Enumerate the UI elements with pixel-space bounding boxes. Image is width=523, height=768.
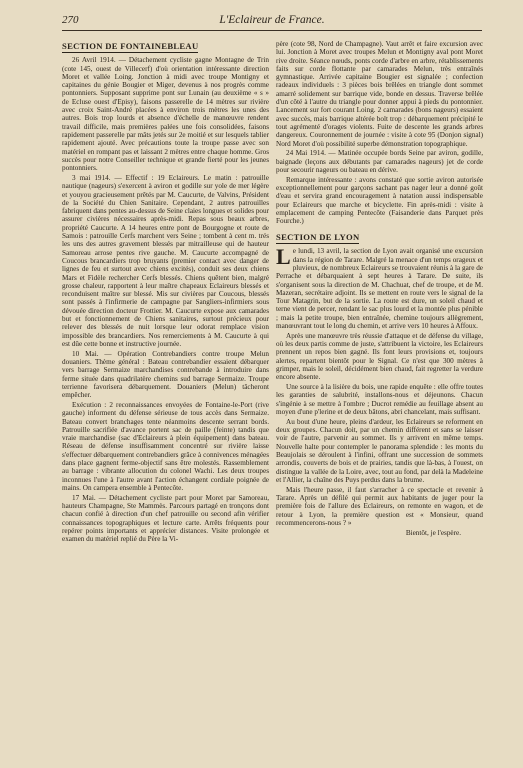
article-columns [62,40,482,760]
paragraph: Remarque intéressante : avons constaté que sortie aviron autorisée exceptionnellement pour garçons sachant pas nager leur a donné goût d'eau et servira grand encouragement à natation aussi indispensable pour Eclaireurs que marche et bicyclette. Fin après-midi : visite à emplacement de camping Pentecôte (Faisanderie dans Parquet près Fourche.) [276,175,483,226]
section-title-lyon: SECTION DE LYON [276,233,359,244]
paragraph: 17 Mai. — Détachement cycliste part pour Moret par Samoreau, hauteurs Champagne, Ste Mammès. Parcours partagé en tronçons dont chacun confié à direction d'un chef patrouille ou second afin vérifier connaissances topographiques et lecture carte. Arrêts fréquents pour repérer points importants et apprécier distances. Visite prolongée et examen du matériel replié du Père la Vi- [62,493,269,544]
paragraph-with-dropcap [276,244,483,330]
paragraph: 26 Avril 1914. — Détachement cycliste gagne Montagne de Trin (cote 145, ouest de Villecerf) d'où orientation intéressante direction Moret et vallée Loing. Jonction à midi avec troupe Montigny et capitaines du génie Bougier et Miger, devenus à nos progrès comme pontonniers. Supposant supprime pont sur Lunain (au deuxième « s » de Ecluse ouest d'Episy), faisons passerelle de 14 mètres sur rivière avec croix Saint-André placées à environ trois mètres les unes des autres. Bois trop lourds et absence d'échelle de manœuvre rendent travail difficile, mais premières palées une fois consolidées, faisons rapidement passerelle par mâts jetés sur 2e moitié et sur lesquels tablier rapidement ajouté. Avec précautions toute la troupe passe avec son matériel en rompant pas et laissant 2 mètres entre chaque homme. Gros succès pour notre Conseiller technique et grande fierté pour les jeunes pontonniers. [62,56,269,173]
left-column [62,40,269,760]
paragraph-text: e lundi, 13 avril, la section de Lyon avait organisé une excursion dans la région de Tarare. Malgré la menace d'un temps orageux et pluvieux, de nombreux Eclaireurs se trouvaient réunis à la gare de Perrache et débarquaient à sept heures à Tarare. De suite, ils s'organisent sous la direction de M. Chachuat, chef de troupe, et de M. Mazeran, secrétaire adjoint. Ils se mettent en route vers le signal de la Tour Matagrin, but de la sortie. La route est dure, un soleil chaud et terne vient de percer, rendant le sac plus lourd et la montée plus pénible ; mais la petite troupe, bien entraînée, chemine toujours allègrement, manœuvrant tout le long du chemin, et arrive vers 10 heures à Affoux. [276,247,483,330]
paragraph: 3 mai 1914. — Effectif : 19 Eclaireurs. Le matin : patrouille nautique (nageurs) s'exercent à aviron et godille sur yole de mer légère et youyou gracieusement prêtés par M. Caucurte, de Valvins, Président de la Société du Chien Sanitaire. Cependant, 2 autres patrouilles fabriquent dans pentes au-dessus de Seine claies longues et solides pour assurer civières nécessaires après-midi. Repas sous beaux arbres, propriété Caucurte. A 14 heures entre pont de Bourgogne et route de Samois : patrouille Cerfs marchent vers Seine ; tombent à cent m. trés les uns des autres gravement blessés par mitrailleuse qui de hauteur Samoreau arrose pentes rive gauche. M. Caucurte accompagné de Coucous brancardiers trop bruyants (premier contact avec danger de lignes de feu et surtout avec chiens excités), conduit ses deux chiens Mars et Fidèle rechercher Cerfs blessés. Chiens quêtent bien, malgré grosse chaleur, rapportent à leur maître chapeaux Eclaireurs blessés et reconduisent maître sur blessé. Mis sur civières par Coucous, blessés sont passés à l'infirmerie de campagne par Sangliers-infirmiers sous dévouée direction docteur Frottier. M. Caucurte expose aux camarades but et fonctionnement de Chiens sanitaires, surtout précieux pour relever des blessés de nuit lorsque leur odorat remplace vision impossible des brancardiers. Nos remerciements à M. Caucurte à qui est dûe cette bonne et instructive journée. [62,173,269,348]
page-header [62,12,482,31]
paragraph: Après une manœuvre très réussie d'attaque et de défense du village, où les deux partis comme de juste, s'attribuent la victoire, les Eclaireurs prennent un repos bien gagné. Ils font leurs provisions et, toujours alertes, repartent bientôt pour le Signal. Ce n'est que 300 mètres à grimper, mais le soleil, décidément bien chaud, fait regretter la verdure encore absente. [276,331,483,382]
paragraph: Exécution : 2 reconnaissances envoyées de Fontaine-le-Port (rive gauche) informent du défense sérieuse de tous accès dans Sermaize. Bateau convert branchages tente néanmoins descente serrant bords. Patrouille sacrifiée d'avance portent sac de paille (feinte) tandis que vraie marchandise (sac d'Eclaireurs à plein équipement) dans bateau. Réseau de défense insuffisamment concentré sur rivière laisse s'effectuer débarquement contrebandiers grâce à connivences ménagées dans place gagnent ferme-objectif sans être molestés. Rassemblement au barrage : vibrante allocution du colonel Wachi. Les deux troupes inconnues l'une à l'autre avant l'action échangent cordiale poignée de mains. On campera ensemble à Pentecôte. [62,400,269,492]
paragraph: Au bout d'une heure, pleins d'ardeur, les Eclaireurs se reforment en deux groupes. Chacun doit, par un chemin différent et sans se laisser voir de l'autre, parvenir au sommet. Ils y arrivent en même temps. Nouvelle halte pour contempler le panorama splendide : les monts du Beaujolais se déroulent à l'infini, offrant une succession de sommets arrondis, couverts de bois et de prairies, tandis que là-bas, à l'ouest, on distingue la vallée de la Loire, avec, tout au fond, par delà la Madeleine et l'Allier, la chaîne des Puys perdus dans la brume. [276,417,483,484]
drop-cap: L [276,244,291,270]
signoff: Bientôt, je l'espère. [405,528,461,537]
running-title: L'Eclaireur de France. [219,14,325,26]
paragraph: 10 Mai. — Opération Contrebandiers contre troupe Melun douaniers. Thème général : Bateau contrebandier essaient débarquer vers barrage Sermaize marchandises contrebande à introduire dans ferme située dans quadrilatère chemins sud barrage Sermaize. Troupe terrienne favorisera débarquement. Douaniers (Melun) tâcheront empêcher. [62,349,269,400]
section-title-fontainebleau: SECTION DE FONTAINEBLEAU [62,42,198,53]
right-column [276,40,483,760]
paragraph: Mais l'heure passe, il faut s'arracher à ce spectacle et revenir à Tarare. Après un défilé qui permit aux habitants de juger pour la première fois de l'allure des Eclaireurs, on remonte en wagon, et de retour à Lyon, la première question est « Monsieur, quand recommencerons-nous ? » [276,485,483,527]
paragraph: 24 Mai 1914. — Matinée occupée bords Seine par aviron, godille, baignade (leçons aux débutants par camarades nageurs) jet de corde pour secourir nageurs ou bateau en dérive. [276,149,483,174]
paragraph: père (cote 98, Nord de Champagne). Vaut arrêt et faire excursion avec lui. Jonction à Moret avec troupes Melun et Montigny aval pont Moret rive droite. Séance nœuds, ponts corde d'arbre en arbre, rétablissements faits sur corde flottante par camarades Melun, très entraînés gymnastique. Arrivée capitaine Bougier est signalée ; confection radeaux individuels : 3 pièces bois brêlées en triangle dont sommet amarré solidement sur barrique vide, bonde en dessus. Traverse brêlée d'un côté à l'autre du triangle pour donner appui à pieds du pontonnier. Lancement sur fort courant Loing. 2 camarades (bons nageurs) essaient avec succès, mais barrique altérée bolt trop : débarquement précipité le tout agrémenté d'orages violents. Fuite de descente les grands arbres dangereux. Couronnement de journée : visite à cote 95 (Donjon signal) Nord Moret d'où possibilité superbe démonstration topographique. [276,40,483,148]
paragraph: Une source à la lisière du bois, une rapide enquête : elle offre toutes les garanties de salubrité, installons-nous et déjeunons. Chacun s'ingénie à se mettre à l'ombre ; Ducrot remédie au feuillage absent au moyen d'une p'lerine et de deux bâtons, abri chancelant, mais suffisant. [276,383,483,416]
page-number: 270 [62,14,79,26]
